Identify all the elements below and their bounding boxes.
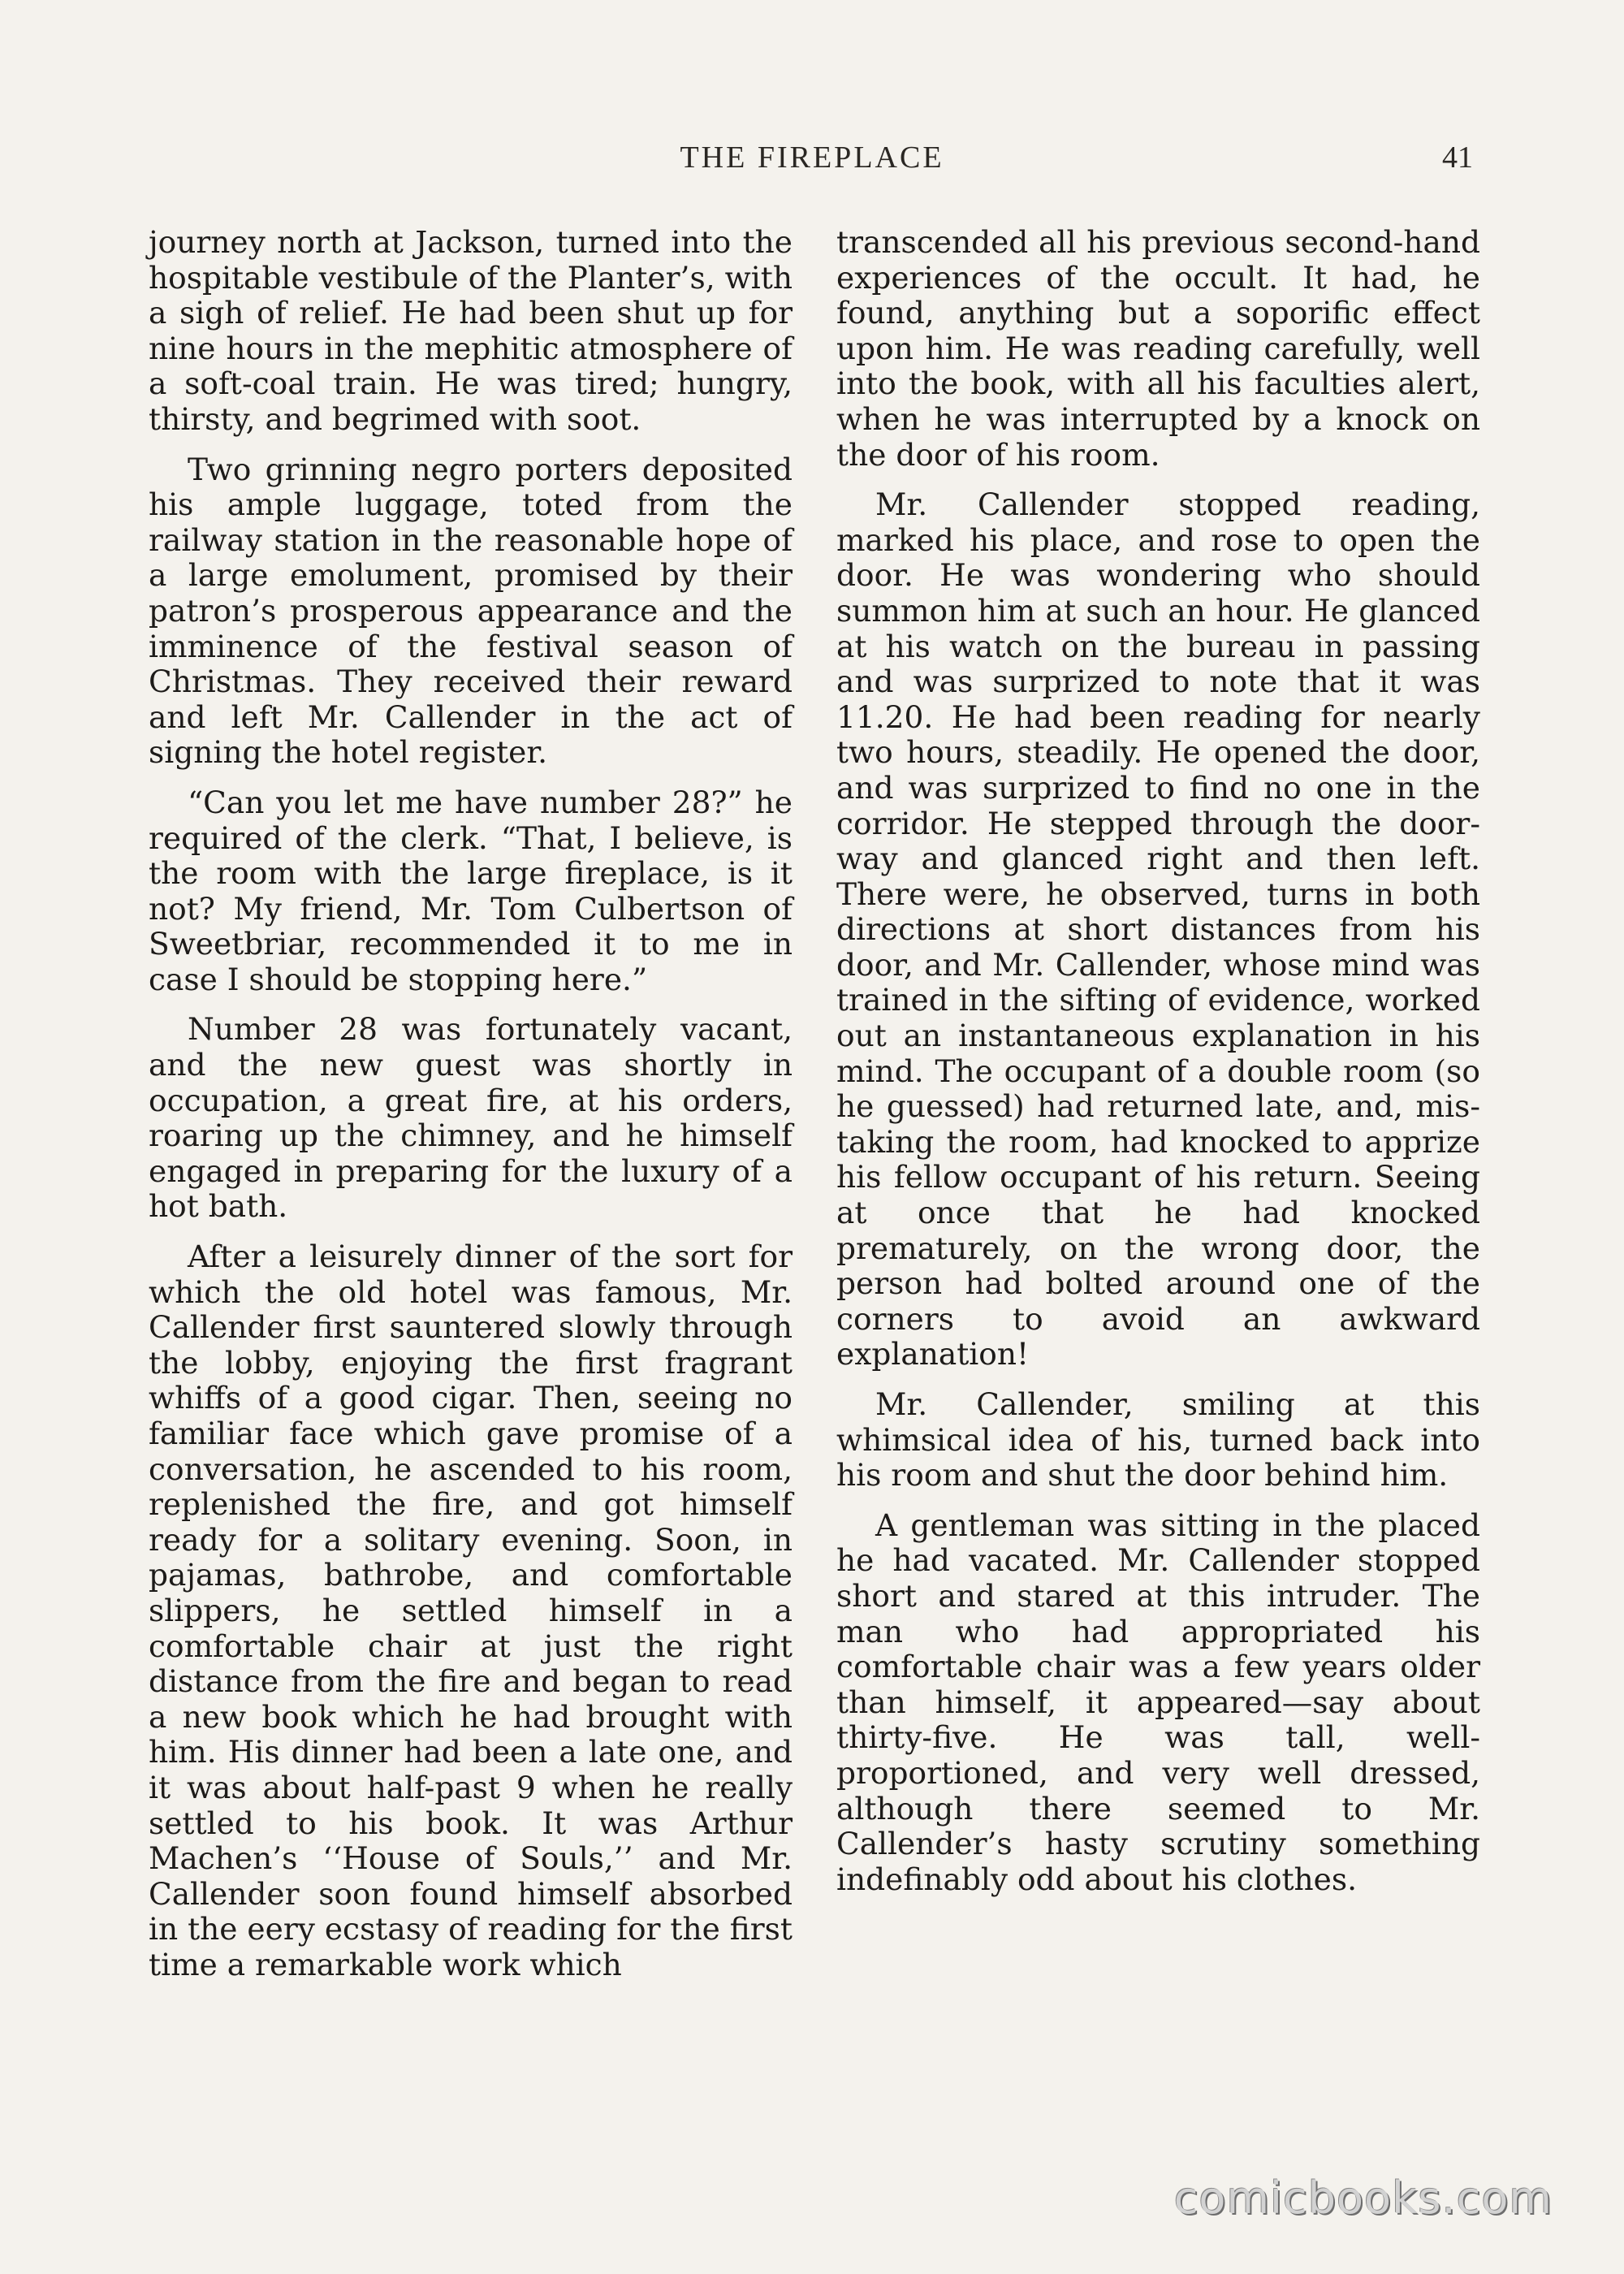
paragraph: transcended all his previous second-hand experiences of the occult. It had, he found, anything but a soporific effect upon him. He was reading carefully, well into the book, with all his faculties alert, when he was interrupted by a knock on the door of his room.	[836, 224, 1480, 473]
paragraph: journey north at Jackson, turned into the hospitable vestibule of the Planter’s, with a sigh of relief. He had been shut up for nine hours in the mephitic atmosphere of a soft-coal train. He was tired; hungry, thirsty, and begrimed with soot.	[149, 224, 793, 437]
paragraph: After a leisurely dinner of the sort for which the old hotel was famous, Mr. Callender first sauntered slowly through the lobby, enjoying the first fragrant whiffs of a good cigar. Then, seeing no familiar face which gave promise of a conversation, he ascended to his room, replenished the fire, and got himself ready for a solitary evening. Soon, in pajamas, bathrobe, and comfortable slippers, he settled himself in a comfortable chair at just the right distance from the fire and began to read a new book which he had brought with him. His dinner had been a late one, and it was about half-past 9 when he really settled to his book. It was Arthur Machen’s ‘‘House of Souls,’’ and Mr. Callender soon found himself absorbed in the eery ecstasy of reading for the first time a remarkable work which	[149, 1239, 793, 1982]
running-head	[0, 140, 1624, 180]
page-number: 41	[1442, 141, 1473, 175]
paragraph: A gentleman was sitting in the placed he had vacated. Mr. Callender stopped short and stared at this intruder. The man who had appropriated his comfortable chair was a few years older than himself, it appeared—say about thirty-five. He was tall, well-proportioned, and very well dressed, although there seemed to Mr. Callender’s hasty scrutiny something indefinably odd about his clothes.	[836, 1507, 1480, 1897]
running-title: THE FIREPLACE	[680, 141, 944, 175]
paragraph: Mr. Callender, smiling at this whimsical idea of his, turned back into his room and shut the door behind him.	[836, 1386, 1480, 1494]
paragraph: Two grinning negro porters deposited his ample luggage, toted from the railway station in the reasonable hope of a large emolument, promised by their patron’s prosperous appearance and the imminence of the festival season of Christmas. They received their reward and left Mr. Callender in the act of signing the hotel register.	[149, 451, 793, 771]
paragraph: Mr. Callender stopped reading, marked his place, and rose to open the door. He was wondering who should summon him at such an hour. He glanced at his watch on the bureau in passing and was surprized to note that it was 11.20. He had been reading for nearly two hours, steadily. He opened the door, and was surprized to find no one in the corridor. He stepped through the doorway and glanced right and then left. There were, he observed, turns in both directions at short distances from his door, and Mr. Callender, whose mind was trained in the sifting of evidence, worked out an instantaneous explanation in his mind. The occupant of a double room (so he guessed) had returned late, and, mistaking the room, had knocked to apprize his fellow occupant of his return. Seeing at once that he had knocked prematurely, on the wrong door, the person had bolted around one of the corners to avoid an awkward explanation!	[836, 486, 1480, 1373]
right-text-column	[836, 225, 1480, 2109]
left-text-column	[149, 225, 793, 2109]
site-watermark: comicbooks.com	[1173, 2172, 1553, 2224]
paragraph: Number 28 was fortunately vacant, and the new guest was shortly in occupation, a great fire, at his orders, roaring up the chimney, and he himself engaged in preparing for the luxury of a hot bath.	[149, 1011, 793, 1225]
paragraph: “Can you let me have number 28?” he required of the clerk. “That, I believe, is the room with the large fireplace, is it not? My friend, Mr. Tom Culbertson of Sweetbriar, recommended it to me in case I should be stopping here.”	[149, 784, 793, 997]
